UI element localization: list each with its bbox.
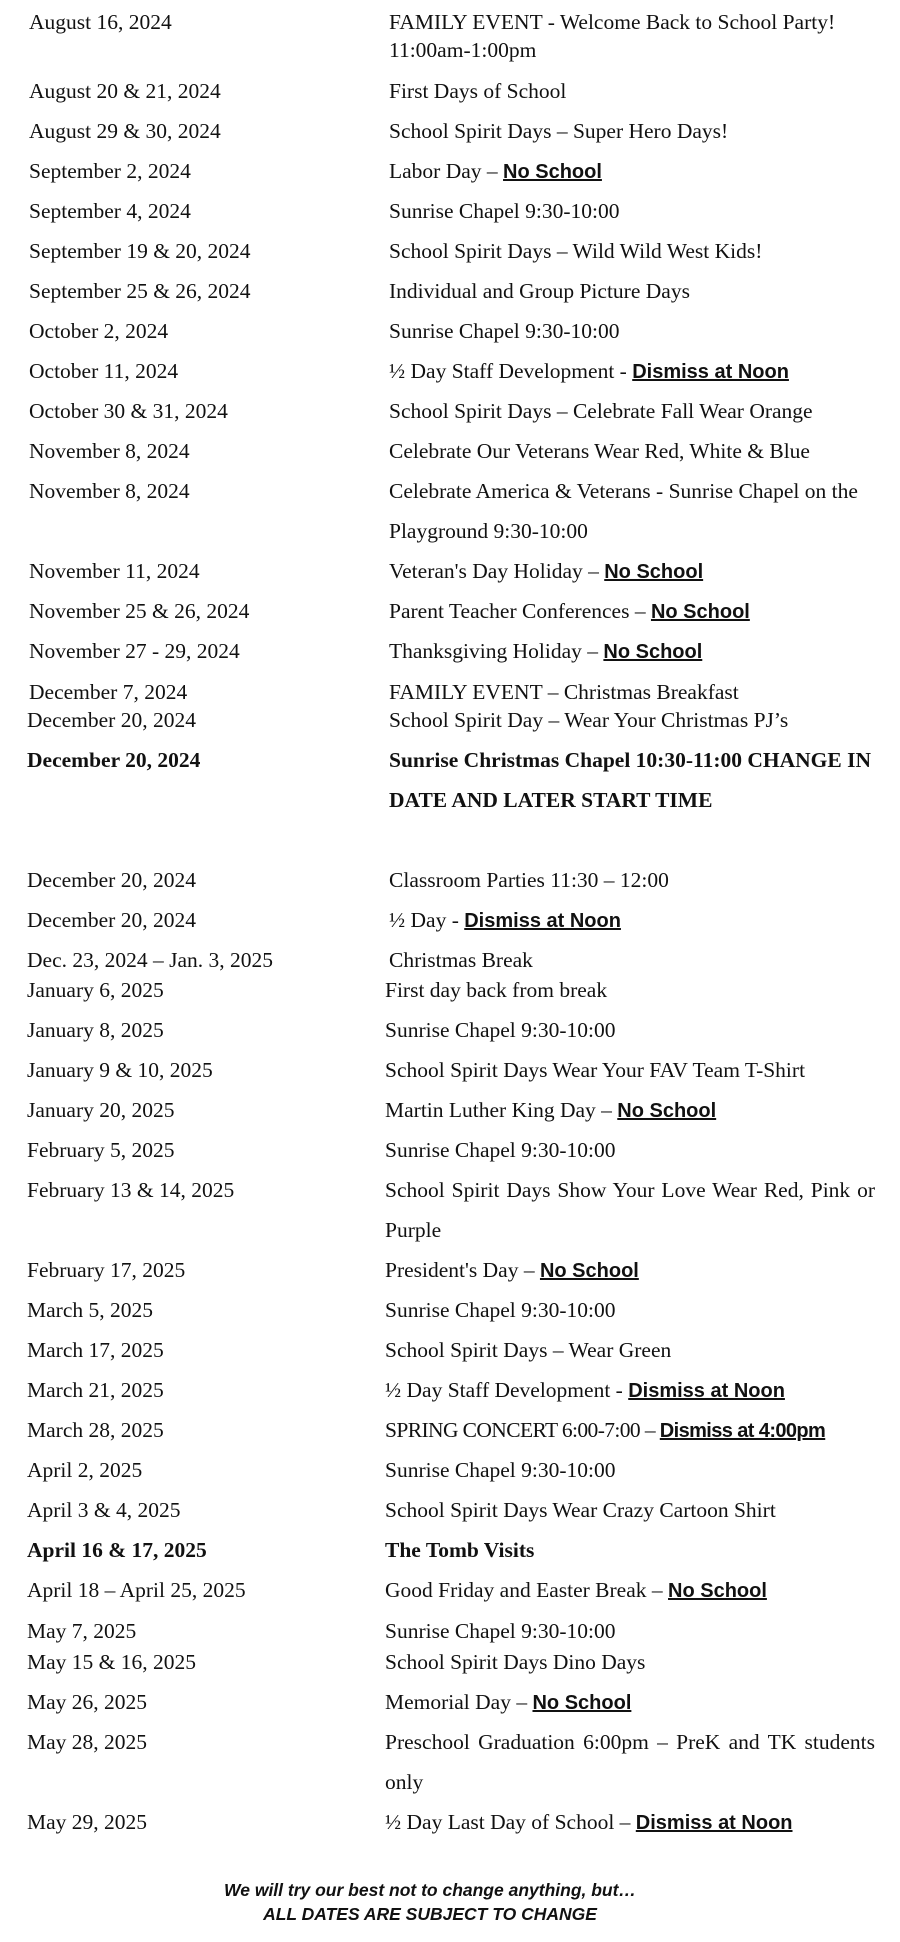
- event-date: January 9 & 10, 2025: [27, 1058, 213, 1082]
- event-description: [389, 77, 879, 105]
- event-date: April 3 & 4, 2025: [27, 1498, 181, 1522]
- event-text: School Spirit Days – Super Hero Days!: [389, 119, 729, 143]
- event-description: [389, 866, 879, 894]
- event-text: Martin Luther King Day –: [385, 1098, 618, 1122]
- event-text: Thanksgiving Holiday –: [389, 639, 604, 663]
- event-description: [389, 597, 879, 626]
- event-date: September 19 & 20, 2024: [29, 239, 251, 263]
- event-text: Celebrate America & Veterans - Sunrise Chapel on the Playground 9:30-10:00: [389, 479, 858, 543]
- event-description: [385, 1170, 875, 1250]
- event-emphasis: Dismiss at 4:00pm: [659, 1420, 826, 1442]
- event-text: Individual and Group Picture Days: [389, 279, 690, 303]
- event-date: March 21, 2025: [27, 1378, 164, 1402]
- event-text: Sunrise Chapel 9:30-10:00: [385, 1138, 616, 1162]
- event-text: President's Day –: [385, 1258, 540, 1282]
- event-description: [385, 1056, 875, 1084]
- event-text: Good Friday and Easter Break –: [385, 1578, 669, 1602]
- event-description: [385, 1336, 875, 1364]
- event-text: Christmas Break: [389, 948, 533, 972]
- event-date: February 5, 2025: [27, 1138, 175, 1162]
- event-text: First Days of School: [389, 79, 567, 103]
- event-emphasis: No School: [539, 1260, 639, 1282]
- event-description: [385, 1688, 875, 1717]
- event-text: Sunrise Chapel 9:30-10:00: [385, 1018, 616, 1042]
- event-text: School Spirit Day – Wear Your Christmas PJ’s: [389, 708, 789, 732]
- event-date: November 27 - 29, 2024: [29, 639, 240, 663]
- event-description: [385, 1808, 875, 1837]
- event-date: May 7, 2025: [27, 1619, 137, 1643]
- event-emphasis: No School: [603, 641, 703, 663]
- event-date: April 16 & 17, 2025: [27, 1538, 207, 1562]
- event-date: January 20, 2025: [27, 1098, 175, 1122]
- event-text: Sunrise Chapel 9:30-10:00: [385, 1298, 616, 1322]
- event-date: August 29 & 30, 2024: [29, 119, 221, 143]
- event-description: [385, 1136, 875, 1164]
- event-description: [389, 906, 879, 935]
- event-description: [389, 357, 879, 386]
- event-description: [385, 1536, 875, 1564]
- event-date: October 30 & 31, 2024: [29, 399, 228, 423]
- event-date: November 11, 2024: [29, 559, 200, 583]
- event-text: Celebrate Our Veterans Wear Red, White & Blue: [389, 439, 810, 463]
- event-text: Sunrise Chapel 9:30-10:00: [385, 1619, 616, 1643]
- event-text: Sunrise Chapel 9:30-10:00: [385, 1458, 616, 1482]
- event-date: April 18 – April 25, 2025: [27, 1578, 246, 1602]
- event-date: March 5, 2025: [27, 1298, 153, 1322]
- event-emphasis: No School: [503, 161, 602, 183]
- event-text: School Spirit Days Wear Your FAV Team T-Shirt: [385, 1058, 806, 1082]
- event-date: March 17, 2025: [27, 1338, 164, 1362]
- event-emphasis: No School: [617, 1100, 717, 1122]
- event-description: [385, 1416, 875, 1445]
- event-description: [385, 1296, 875, 1324]
- event-text: Memorial Day –: [385, 1690, 533, 1714]
- event-text: School Spirit Days Show Your Love Wear Red, Pink or Purple: [385, 1178, 875, 1242]
- event-date: September 25 & 26, 2024: [29, 279, 251, 303]
- event-description: [389, 706, 879, 734]
- event-text: First day back from break: [385, 978, 608, 1002]
- event-date: December 20, 2024: [27, 908, 196, 932]
- event-text: FAMILY EVENT – Christmas Breakfast: [389, 680, 739, 704]
- event-description: [385, 1648, 875, 1676]
- event-date: September 2, 2024: [29, 159, 191, 183]
- event-text: School Spirit Days Wear Crazy Cartoon Shirt: [385, 1498, 776, 1522]
- event-description: [389, 637, 879, 666]
- event-description: [389, 237, 879, 265]
- event-description: [385, 976, 875, 1004]
- event-text: Sunrise Chapel 9:30-10:00: [389, 199, 620, 223]
- event-text: ½ Day Last Day of School –: [385, 1810, 636, 1834]
- event-description: [389, 946, 879, 974]
- event-date: May 29, 2025: [27, 1810, 148, 1834]
- event-description: [385, 1722, 875, 1802]
- event-description: [389, 397, 879, 425]
- event-description: [385, 1016, 875, 1044]
- event-description: [385, 1617, 875, 1645]
- event-description: [385, 1096, 875, 1125]
- event-date: Dec. 23, 2024 – Jan. 3, 2025: [27, 948, 274, 972]
- event-text: Classroom Parties 11:30 – 12:00: [389, 868, 669, 892]
- event-description: [389, 277, 879, 305]
- event-emphasis: No School: [668, 1580, 767, 1602]
- event-date: February 13 & 14, 2025: [27, 1178, 235, 1202]
- event-description: [385, 1576, 875, 1605]
- event-date: May 26, 2025: [27, 1690, 148, 1714]
- event-description: [385, 1256, 875, 1285]
- footer-note-line-2: ALL DATES ARE SUBJECT TO CHANGE: [263, 1904, 597, 1924]
- event-text: School Spirit Days – Celebrate Fall Wear Orange: [389, 399, 813, 423]
- event-date: April 2, 2025: [27, 1458, 143, 1482]
- event-description: [385, 1496, 875, 1524]
- event-text: Preschool Graduation 6:00pm – PreK and TK students only: [385, 1730, 875, 1794]
- event-date: December 7, 2024: [29, 680, 188, 704]
- event-emphasis: Dismiss at Noon: [464, 910, 621, 932]
- event-text: The Tomb Visits: [385, 1538, 535, 1562]
- event-text: School Spirit Days – Wild Wild West Kids!: [389, 239, 763, 263]
- event-text: Sunrise Christmas Chapel 10:30-11:00 CHANGE IN DATE AND LATER START TIME: [389, 748, 871, 812]
- footer-note-line-1: We will try our best not to change anything, but…: [224, 1880, 636, 1900]
- event-date: March 28, 2025: [27, 1418, 164, 1442]
- event-description: [385, 1376, 875, 1405]
- event-text: Sunrise Chapel 9:30-10:00: [389, 319, 620, 343]
- event-description: [389, 740, 879, 820]
- event-description: [389, 317, 879, 345]
- event-date: October 11, 2024: [29, 359, 179, 383]
- event-text: FAMILY EVENT - Welcome Back to School Party! 11:00am-1:00pm: [389, 10, 836, 62]
- event-text: Parent Teacher Conferences –: [389, 599, 651, 623]
- event-description: [389, 437, 879, 465]
- event-date: December 20, 2024: [27, 868, 196, 892]
- event-emphasis: Dismiss at Noon: [632, 361, 789, 383]
- event-description: [389, 117, 879, 145]
- event-text: School Spirit Days – Wear Green: [385, 1338, 672, 1362]
- event-date: January 6, 2025: [27, 978, 164, 1002]
- event-emphasis: No School: [604, 561, 704, 583]
- event-description: [385, 1456, 875, 1484]
- event-date: December 20, 2024: [27, 708, 196, 732]
- event-date: November 8, 2024: [29, 479, 190, 503]
- event-text: School Spirit Days Dino Days: [385, 1650, 646, 1674]
- event-text: SPRING CONCERT 6:00-7:00 –: [385, 1418, 660, 1442]
- event-text: Veteran's Day Holiday –: [389, 559, 605, 583]
- event-date: August 20 & 21, 2024: [29, 79, 221, 103]
- event-date: February 17, 2025: [27, 1258, 186, 1282]
- event-date: November 8, 2024: [29, 439, 190, 463]
- event-text: Labor Day –: [389, 159, 504, 183]
- event-date: August 16, 2024: [29, 10, 172, 34]
- event-emphasis: Dismiss at Noon: [635, 1812, 793, 1834]
- event-date: September 4, 2024: [29, 199, 191, 223]
- event-text: ½ Day Staff Development -: [389, 359, 633, 383]
- event-emphasis: No School: [650, 601, 750, 623]
- event-date: October 2, 2024: [29, 319, 169, 343]
- event-text: ½ Day -: [389, 908, 465, 932]
- event-date: November 25 & 26, 2024: [29, 599, 250, 623]
- event-date: May 28, 2025: [27, 1730, 148, 1754]
- event-emphasis: Dismiss at Noon: [628, 1380, 785, 1402]
- event-date: May 15 & 16, 2025: [27, 1650, 197, 1674]
- event-description: [389, 8, 879, 64]
- event-date: January 8, 2025: [27, 1018, 164, 1042]
- event-description: [389, 678, 879, 706]
- event-description: [389, 471, 879, 551]
- event-text: ½ Day Staff Development -: [385, 1378, 629, 1402]
- event-emphasis: No School: [532, 1692, 632, 1714]
- event-date: December 20, 2024: [27, 748, 201, 772]
- event-description: [389, 557, 879, 586]
- event-description: [389, 157, 879, 186]
- event-description: [389, 197, 879, 225]
